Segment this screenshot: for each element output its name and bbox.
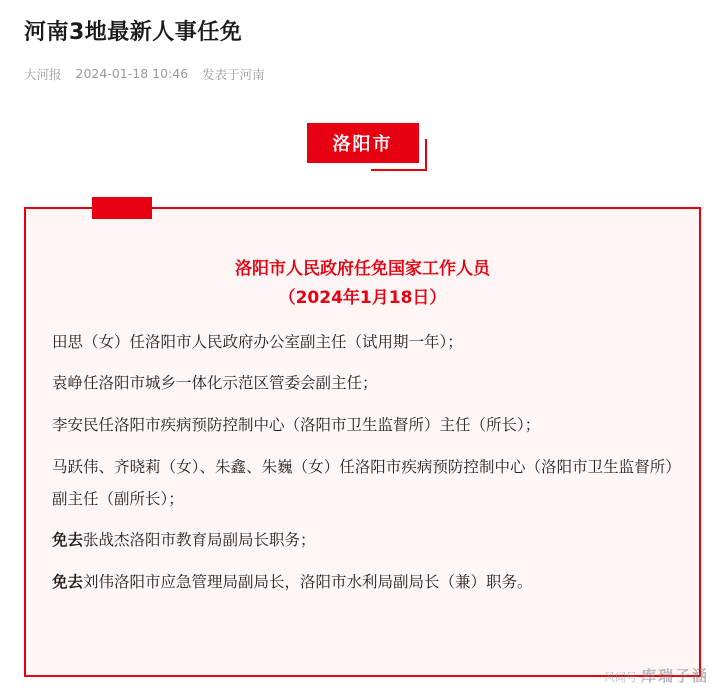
announcement-paragraph: 田思（女）任洛阳市人民政府办公室副主任（试用期一年）； [52, 332, 463, 351]
article-meta [24, 65, 701, 83]
article-source: 大河报 [24, 66, 62, 82]
page-title: 河南3地最新人事任免 [24, 20, 243, 45]
city-badge-wrapper [24, 123, 701, 163]
watermark-text: 库瑞子涵 [640, 667, 709, 685]
dismissal-text: 张战杰洛阳市教育局副局长职务； [83, 531, 316, 550]
city-badge: 洛阳市 [307, 123, 419, 163]
dismissal-text: 刘伟洛阳市应急管理局副局长，洛阳市水利局副局长（兼）职务。 [83, 573, 533, 592]
card-corner-decoration [92, 197, 152, 219]
dismissal-paragraph [52, 525, 673, 557]
dismissal-prefix: 免去 [52, 573, 84, 592]
announcement-date: （2024年1月18日） [278, 287, 447, 308]
announcement-paragraph: 袁峥任洛阳市城乡一体化示范区管委会副主任； [52, 374, 378, 393]
announcement-title: 洛阳市人民政府任免国家工作人员 [235, 258, 490, 279]
dismissal-prefix: 免去 [52, 531, 84, 550]
watermark-prefix: 风闻号 [603, 671, 637, 684]
dismissal-paragraph [52, 567, 673, 599]
announcement-paragraph: 马跃伟、齐晓莉（女）、朱鑫、朱巍（女）任洛阳市疾病预防控制中心（洛阳市卫生监督所）副主任（副所长）； [52, 457, 673, 508]
announcement-paragraph: 李安民任洛阳市疾病预防控制中心（洛阳市卫生监督所）主任（所长）； [52, 416, 541, 435]
announcement-card [24, 207, 701, 677]
article-timestamp: 2024-01-18 10:46 [75, 66, 189, 82]
article-location: 发表于河南 [202, 66, 265, 82]
